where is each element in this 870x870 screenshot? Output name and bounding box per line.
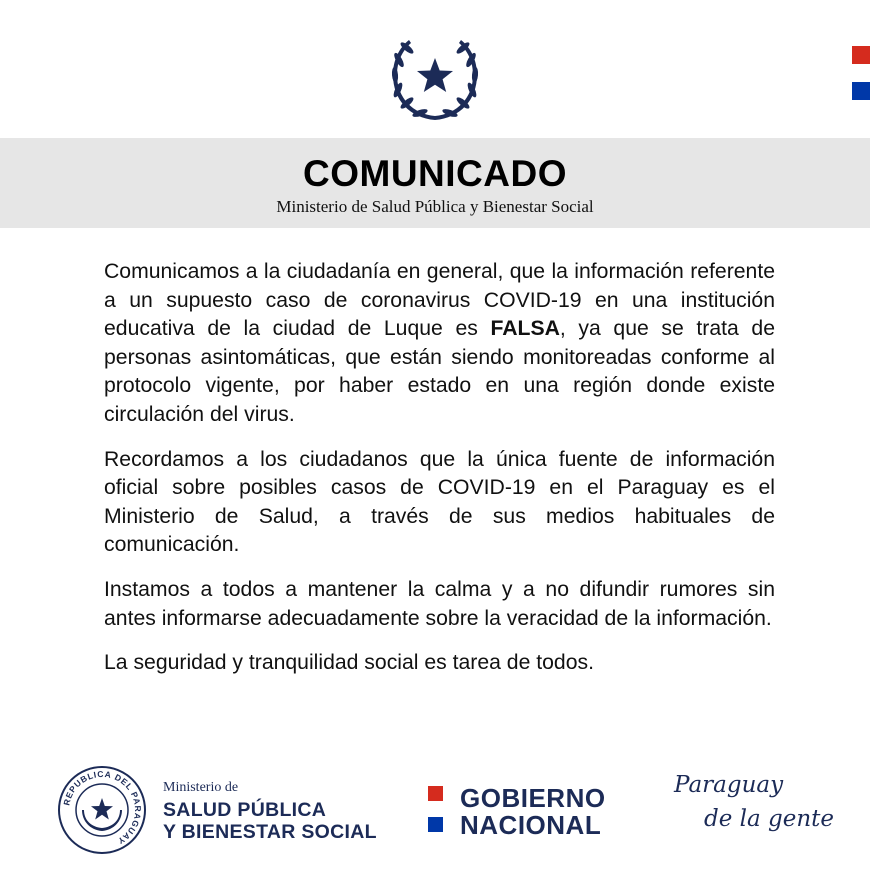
paragraph-1 — [104, 258, 775, 430]
ministry-line-2: Y BIENESTAR SOCIAL — [163, 821, 377, 843]
page-title: COMUNICADO — [303, 153, 567, 194]
slogan-line-1: Paraguay — [674, 772, 784, 798]
false-emphasis: FALSA — [490, 317, 560, 341]
page-subtitle: Ministerio de Salud Pública y Bienestar Social — [276, 197, 594, 216]
paragraph-1-text-cont: , ya que se trata de personas asintomáticas, que están siendo monitoreadas conforme al protocolo vigente, por haber estado en una región donde existe circulación del virus. — [104, 317, 775, 426]
national-seal-icon — [57, 765, 147, 855]
laurel-star-emblem-icon — [385, 30, 485, 125]
red-square — [852, 46, 870, 64]
gov-text — [460, 785, 606, 839]
gov-blue-square — [428, 817, 443, 832]
communique-body — [104, 258, 775, 694]
paragraph-1-text: Comunicamos a la ciudadanía en general, que la información referente a un supuesto caso de coronavirus COVID-19 en una institución educativa de la ciudad de Luque es — [104, 260, 775, 341]
paragraph-2: Recordamos a los ciudadanos que la única fuente de información oficial sobre posibles casos de COVID-19 en el Paraguay es el Ministerio de Salud, a través de sus medios habituales de comunicación. — [104, 447, 775, 557]
paragraph-3: Instamos a todos a mantener la calma y a no difundir rumores sin antes informarse adecuadamente sobre la veracidad de la información. — [104, 577, 775, 630]
gov-line-2: NACIONAL — [460, 810, 602, 840]
slogan-logo — [672, 770, 835, 845]
ministry-small-label: Ministerio de — [163, 780, 239, 795]
ministry-logo — [163, 780, 377, 843]
gov-line-1: GOBIERNO — [460, 783, 606, 813]
blue-square — [852, 82, 870, 100]
header-band — [0, 138, 870, 228]
svg-text:REPUBLICA DEL PARAGUAY: REPUBLICA DEL PARAGUAY — [61, 768, 144, 847]
paragraph-4: La seguridad y tranquilidad social es tarea de todos. — [104, 651, 594, 675]
ministry-line-1: SALUD PÚBLICA — [163, 799, 327, 821]
slogan-line-2: de la gente — [704, 806, 835, 832]
gov-red-square — [428, 786, 443, 801]
